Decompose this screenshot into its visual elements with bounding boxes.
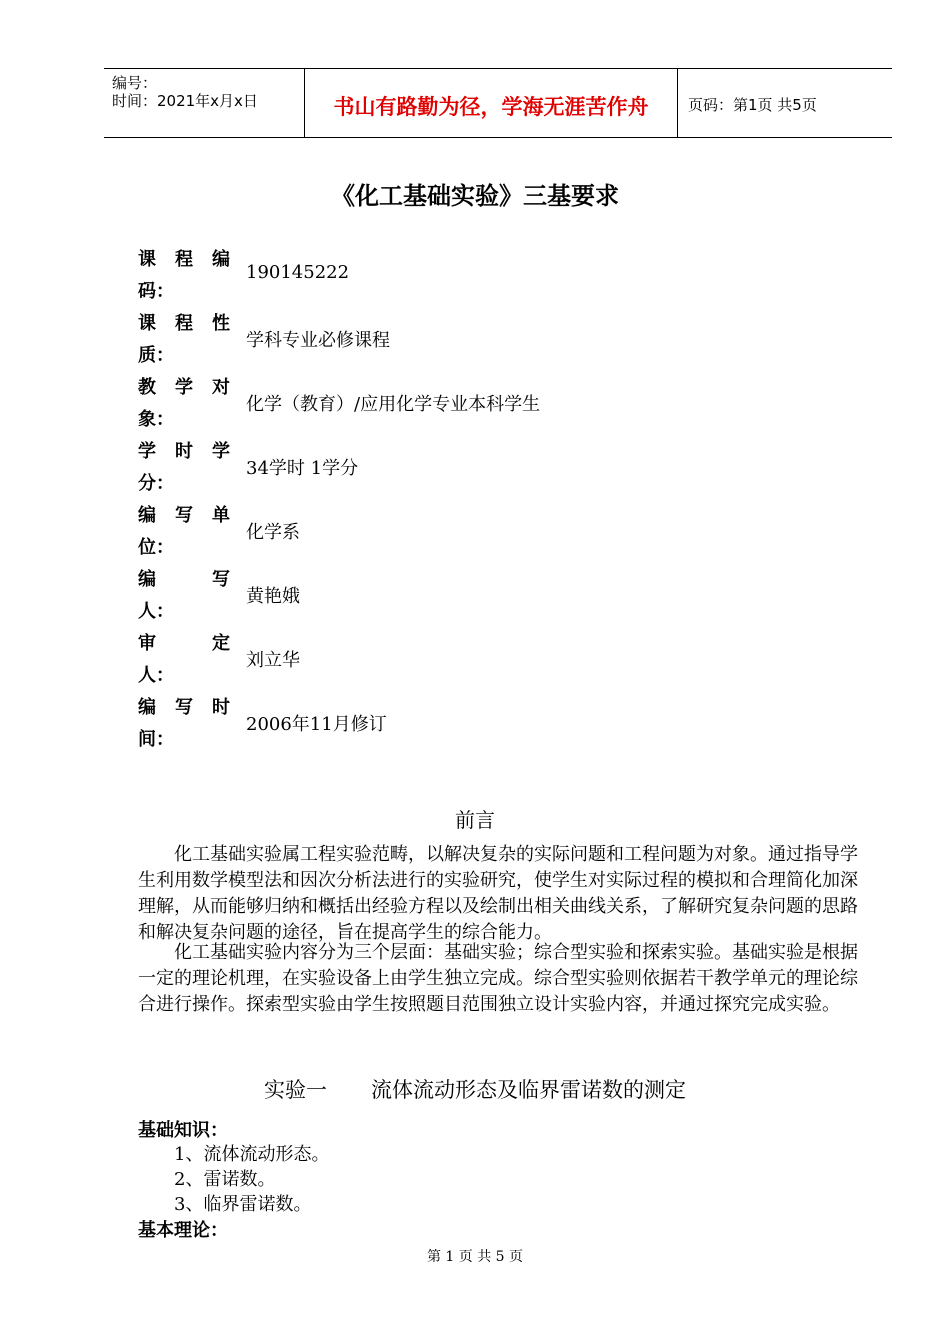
info-value: 2006年11月修订 — [246, 714, 387, 735]
info-label-char: 学 — [175, 377, 193, 398]
info-label-line1 — [138, 308, 230, 340]
info-row — [138, 628, 878, 692]
preface-paragraph-1: 化工基础实验属工程实验范畴，以解决复杂的实际问题和工程问题为对象。通过指导学生利用数学模型法和因次分析法进行的实验研究，使学生对实际过程的模拟和合理简化加深理解，从而能够归纳和概括出经验方程以及绘制出相关曲线关系，了解研究复杂问题的思路和解决复杂问题的途径，旨在提高学生的综合能力。 — [138, 844, 858, 943]
info-row — [138, 372, 878, 436]
experiment-name: 流体流动形态及临界雷诺数的测定 — [371, 1078, 686, 1102]
info-label-line2: 位： — [138, 537, 174, 558]
header-motto-cell — [305, 69, 678, 137]
info-label-line2: 间： — [138, 729, 174, 750]
info-label-char: 写 — [175, 505, 193, 526]
info-label — [138, 372, 230, 436]
info-label-char: 单 — [212, 505, 230, 526]
info-label-char: 教 — [138, 377, 156, 398]
header-page-info: 页码：第1页 共5页 — [688, 96, 817, 114]
info-label-line2: 质： — [138, 345, 174, 366]
info-row — [138, 244, 878, 308]
info-label — [138, 244, 230, 308]
basic-theory-heading: 基本理论： — [138, 1220, 228, 1241]
info-value: 化学（教育）/应用化学专业本科学生 — [246, 394, 541, 415]
document-number-label: 编号： — [112, 74, 158, 92]
info-label-line1 — [138, 564, 230, 596]
info-label-char: 时 — [175, 441, 193, 462]
info-label-char: 定 — [212, 633, 230, 654]
info-row — [138, 308, 878, 372]
info-label-char: 写 — [175, 697, 193, 718]
experiment-number: 实验一 — [264, 1078, 327, 1102]
document-time-label: 时间：2021年x月x日 — [112, 92, 258, 110]
info-label-char: 性 — [212, 313, 230, 334]
info-label-line2: 象： — [138, 409, 174, 430]
info-label-char: 时 — [212, 697, 230, 718]
info-label-line2: 人： — [138, 601, 174, 622]
info-label — [138, 564, 230, 628]
header-motto: 书山有路勤为径，学海无涯苦作舟 — [333, 95, 649, 119]
info-row — [138, 564, 878, 628]
info-value: 34学时 1学分 — [246, 458, 359, 479]
basic-knowledge-heading: 基础知识： — [138, 1120, 228, 1141]
info-label-char: 程 — [175, 249, 193, 270]
info-label-line1 — [138, 628, 230, 660]
info-value: 学科专业必修课程 — [246, 330, 390, 351]
info-label-char: 编 — [138, 505, 156, 526]
info-label-char: 课 — [138, 313, 156, 334]
info-label-line2: 人： — [138, 665, 174, 686]
info-label-line1 — [138, 244, 230, 276]
document-title: 《化工基础实验》三基要求 — [331, 182, 619, 210]
list-item: 2、雷诺数。 — [174, 1169, 276, 1190]
header-left-cell — [104, 69, 305, 137]
info-label-line1 — [138, 436, 230, 468]
info-row — [138, 692, 878, 756]
info-label-char: 编 — [212, 249, 230, 270]
info-label-line1 — [138, 372, 230, 404]
info-value: 化学系 — [246, 522, 300, 543]
experiment-title — [0, 1074, 950, 1104]
header-table — [104, 68, 892, 138]
info-label-char: 学 — [212, 441, 230, 462]
info-row — [138, 436, 878, 500]
info-label-char: 审 — [138, 633, 156, 654]
info-label-line2: 码： — [138, 281, 174, 302]
page-footer: 第 1 页 共 5 页 — [426, 1249, 524, 1265]
info-label-char: 编 — [138, 569, 156, 590]
info-label — [138, 308, 230, 372]
list-item: 1、流体流动形态。 — [174, 1144, 330, 1165]
info-label-char: 程 — [175, 313, 193, 334]
info-value: 刘立华 — [246, 650, 300, 671]
info-label — [138, 436, 230, 500]
info-label-line1 — [138, 692, 230, 724]
info-label-line1 — [138, 500, 230, 532]
info-label-char: 课 — [138, 249, 156, 270]
preface-paragraph-2: 化工基础实验内容分为三个层面：基础实验；综合型实验和探索实验。基础实验是根据一定的理论机理，在实验设备上由学生独立完成。综合型实验则依据若干教学单元的理论综合进行操作。探索型实验由学生按照题目范围独立设计实验内容，并通过探究完成实验。 — [138, 942, 858, 1015]
info-label — [138, 500, 230, 564]
info-row — [138, 500, 878, 564]
info-label — [138, 628, 230, 692]
info-value: 黄艳娥 — [246, 586, 300, 607]
list-item: 3、临界雷诺数。 — [174, 1194, 312, 1215]
info-label-line2: 分： — [138, 473, 174, 494]
info-label — [138, 692, 230, 756]
header-page-cell — [678, 69, 892, 137]
info-label-char: 对 — [212, 377, 230, 398]
info-label-char: 编 — [138, 697, 156, 718]
info-label-char: 学 — [138, 441, 156, 462]
info-label-char: 写 — [212, 569, 230, 590]
info-value: 190145222 — [246, 262, 350, 283]
preface-heading: 前言 — [455, 808, 495, 832]
